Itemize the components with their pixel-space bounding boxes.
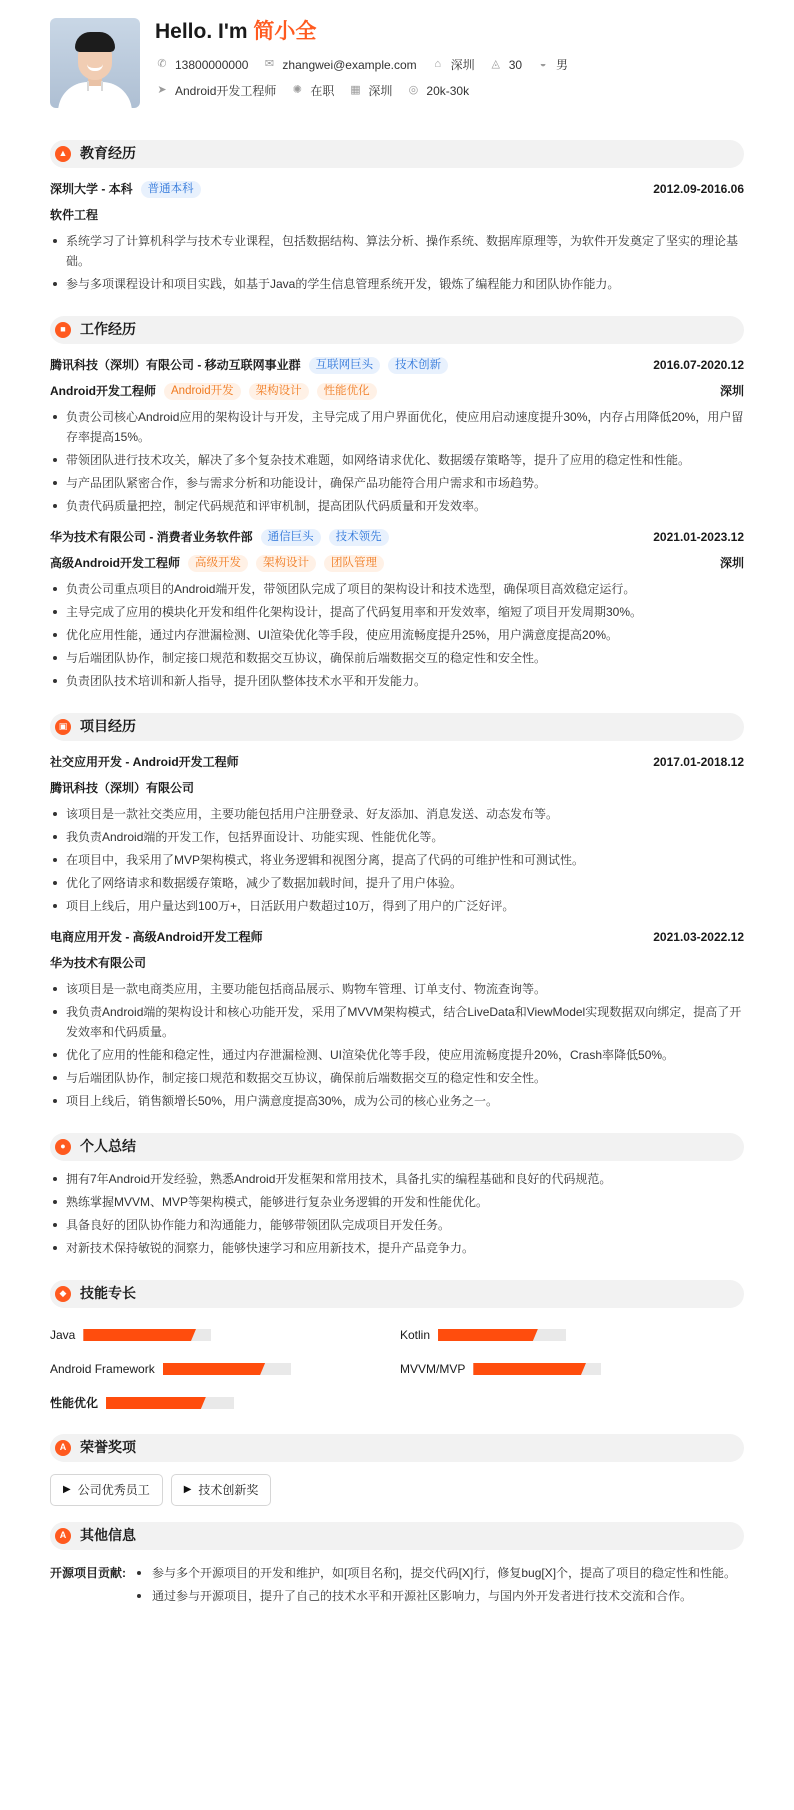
meta-email[interactable]: ✉ zhangwei@example.com	[262, 56, 416, 75]
location-icon: ⌂	[434, 58, 441, 71]
job-city: 深圳	[719, 383, 744, 398]
section-title: 教育经历	[80, 145, 136, 162]
list-item: 我负责Android端的架构设计和核心功能开发，采用了MVVM架构模式，结合LiveData和ViewModel实现数据双向绑定，提高了开发效率和代码质量。	[50, 1002, 744, 1042]
skill-item	[400, 1318, 750, 1352]
list-item: 与产品团队紧密合作，参与需求分析和功能设计，确保产品功能符合用户需求和市场趋势。	[50, 473, 744, 493]
project-name: 社交应用开发 - Android开发工程师	[50, 754, 239, 769]
section-title: 项目经历	[80, 718, 136, 735]
salary-icon: ◎	[408, 84, 419, 97]
job-intent-row	[155, 78, 582, 104]
job-date: 2016.07-2020.12	[653, 357, 744, 372]
awards-list	[50, 1474, 744, 1506]
project-bullets	[50, 979, 744, 1111]
skill-bar	[473, 1363, 601, 1375]
role-tag: Android开发	[164, 383, 241, 400]
resume-header	[50, 18, 744, 118]
play-icon: ▶	[183, 1484, 192, 1496]
skills-grid	[50, 1318, 744, 1420]
project-company: 华为技术有限公司	[50, 955, 147, 970]
send-icon: ➤	[157, 84, 167, 97]
list-item: 带领团队进行技术攻关，解决了多个复杂技术难题，如网络请求优化、数据缓存策略等，提升了应用的稳定性和性能。	[50, 450, 744, 470]
list-item: 负责团队技术培训和新人指导，提升团队整体技术水平和开发能力。	[50, 671, 744, 691]
person-icon: ●	[55, 1139, 71, 1155]
candidate-name: 简小全	[253, 20, 317, 43]
avatar	[50, 18, 140, 108]
list-item: 负责公司核心Android应用的架构设计与开发，主导完成了用户界面优化，使应用启动速度提升30%，内存占用降低20%，用户留存率提高15%。	[50, 407, 744, 447]
project-date: 2017.01-2018.12	[653, 754, 744, 769]
projects-section	[50, 713, 744, 1111]
job-role: 高级Android开发工程师	[50, 555, 180, 570]
company-name: 华为技术有限公司 - 消费者业务软件部	[50, 529, 253, 544]
work-section	[50, 316, 744, 691]
skill-name: Java	[50, 1327, 76, 1342]
info-icon: A	[55, 1528, 71, 1544]
graduation-cap-icon: ▲	[55, 146, 71, 162]
list-item: 我负责Android端的开发工作，包括界面设计、功能实现、性能优化等。	[50, 827, 744, 847]
role-tag: 架构设计	[249, 383, 309, 400]
summary-section	[50, 1133, 744, 1258]
skills-section	[50, 1280, 744, 1420]
list-item: 熟练掌握MVVM、MVP等架构模式，能够进行复杂业务逻辑的开发和性能优化。	[50, 1192, 744, 1212]
role-tag: 性能优化	[317, 383, 377, 400]
list-item: 系统学习了计算机科学与技术专业课程，包括数据结构、算法分析、操作系统、数据库原理等，为软件开发奠定了坚实的理论基础。	[50, 231, 744, 271]
award-label: 技术创新奖	[198, 1482, 259, 1497]
page-title	[155, 18, 582, 48]
section-header	[50, 1280, 744, 1308]
skills-icon: ◆	[55, 1286, 71, 1302]
award-item[interactable]	[171, 1474, 272, 1506]
section-header	[50, 713, 744, 741]
list-item: 优化了网络请求和数据缓存策略，减少了数据加载时间，提升了用户体验。	[50, 873, 744, 893]
list-item: 该项目是一款社交类应用，主要功能包括用户注册登录、好友添加、消息发送、动态发布等。	[50, 804, 744, 824]
job-date: 2021.01-2023.12	[653, 529, 744, 544]
meta-position: ➤ Android开发工程师	[155, 82, 276, 101]
list-item: 负责代码质量把控，制定代码规范和评审机制，提高团队代码质量和开发效率。	[50, 496, 744, 516]
meta-age: ◬ 30	[489, 56, 522, 75]
meta-salary: ◎ 20k-30k	[406, 82, 469, 101]
phone-icon: ✆	[157, 58, 167, 71]
list-item: 优化了应用的性能和稳定性，通过内存泄漏检测、UI渲染优化等手段，使应用流畅度提升20%，Crash率降低50%。	[50, 1045, 744, 1065]
city-icon: ▦	[350, 84, 361, 97]
section-header	[50, 1434, 744, 1462]
company-tag: 通信巨头	[261, 529, 321, 546]
section-header	[50, 316, 744, 344]
other-section	[50, 1522, 744, 1606]
job-role: Android开发工程师	[50, 383, 156, 398]
gender-icon: ◒	[539, 58, 547, 71]
skill-bar-fill	[106, 1397, 206, 1409]
section-title: 其他信息	[80, 1527, 136, 1544]
award-icon: A	[55, 1440, 71, 1456]
skill-bar-fill	[163, 1363, 265, 1375]
list-item: 与后端团队协作，制定接口规范和数据交互协议，确保前后端数据交互的稳定性和安全性。	[50, 648, 744, 668]
age-icon: ◬	[491, 58, 500, 71]
list-item: 项目上线后，用户量达到100万+，日活跃用户数超过10万，得到了用户的广泛好评。	[50, 896, 744, 916]
project-name: 电商应用开发 - 高级Android开发工程师	[50, 929, 263, 944]
list-item: 在项目中，我采用了MVP架构模式，将业务逻辑和视图分离，提高了代码的可维护性和可测试性。	[50, 850, 744, 870]
other-info	[50, 1560, 744, 1606]
section-title: 技能专长	[80, 1285, 136, 1302]
school-name: 深圳大学 - 本科	[50, 181, 133, 196]
role-tag: 团队管理	[324, 555, 384, 572]
skill-item	[50, 1318, 400, 1352]
list-item: 拥有7年Android开发经验，熟悉Android开发框架和常用技术，具备扎实的编程基础和良好的代码规范。	[50, 1169, 744, 1189]
company-tag: 技术领先	[329, 529, 389, 546]
skill-item	[50, 1386, 400, 1420]
project-entry	[50, 924, 744, 1111]
meta-city: ▦ 深圳	[350, 83, 393, 98]
project-icon: ▣	[55, 719, 71, 735]
skill-bar	[438, 1329, 566, 1341]
skill-item	[400, 1352, 750, 1386]
section-title: 荣誉奖项	[80, 1439, 136, 1456]
list-item: 参与多个开源项目的开发和维护，如[项目名称]，提交代码[X]行，修复bug[X]个，提高了项目的稳定性和性能。	[134, 1563, 736, 1583]
header-info	[155, 18, 582, 104]
skill-bar	[163, 1363, 291, 1375]
status-icon: ✺	[292, 84, 302, 97]
list-item: 该项目是一款电商类应用，主要功能包括商品展示、购物车管理、订单支付、物流查询等。	[50, 979, 744, 999]
section-header	[50, 140, 744, 168]
list-item: 通过参与开源项目，提升了自己的技术水平和开源社区影响力，与国内外开发者进行技术交流和合作。	[134, 1586, 736, 1606]
major: 软件工程	[50, 207, 99, 222]
briefcase-icon: ■	[55, 322, 71, 338]
company-tag: 互联网巨头	[309, 357, 381, 374]
job-city: 深圳	[719, 555, 744, 570]
greeting: Hello. I'm	[155, 20, 248, 43]
list-item: 主导完成了应用的模块化开发和组件化架构设计，提高了代码复用率和开发效率，缩短了项目开发周期30%。	[50, 602, 744, 622]
list-item: 负责公司重点项目的Android端开发，带领团队完成了项目的架构设计和技术选型，确保项目高效稳定运行。	[50, 579, 744, 599]
skill-bar-fill	[473, 1363, 586, 1375]
company-tag: 技术创新	[388, 357, 448, 374]
skill-item	[50, 1352, 400, 1386]
job-bullets	[50, 579, 744, 691]
project-company: 腾讯科技（深圳）有限公司	[50, 780, 195, 795]
list-item: 项目上线后，销售额增长50%，用户满意度提高30%，成为公司的核心业务之一。	[50, 1091, 744, 1111]
skill-name: Android Framework	[50, 1361, 155, 1376]
meta-phone: ✆ 13800000000	[155, 56, 248, 75]
summary-bullets	[50, 1169, 744, 1258]
skill-bar-fill	[438, 1329, 538, 1341]
education-date: 2012.09-2016.06	[653, 181, 744, 196]
list-item: 与后端团队协作，制定接口规范和数据交互协议，确保前后端数据交互的稳定性和安全性。	[50, 1068, 744, 1088]
skill-name: 性能优化	[50, 1395, 99, 1410]
list-item: 参与多项课程设计和项目实践，如基于Java的学生信息管理系统开发，锻炼了编程能力和团队协作能力。	[50, 274, 744, 294]
skill-bar-fill	[83, 1329, 196, 1341]
education-section	[50, 140, 744, 294]
project-bullets	[50, 804, 744, 916]
list-item: 具备良好的团队协作能力和沟通能力，能够带领团队完成项目开发任务。	[50, 1215, 744, 1235]
job-entry	[50, 524, 744, 691]
play-icon: ▶	[63, 1484, 71, 1496]
skill-bar	[106, 1397, 234, 1409]
meta-location: ⌂ 深圳	[431, 56, 475, 75]
project-date: 2021.03-2022.12	[653, 929, 744, 944]
meta-status: ✺ 在职	[290, 82, 334, 101]
skill-bar	[83, 1329, 211, 1341]
section-header	[50, 1522, 744, 1550]
list-item: 优化应用性能，通过内存泄漏检测、UI渲染优化等手段，使应用流畅度提升25%，用户满意度提高20%。	[50, 625, 744, 645]
section-title: 工作经历	[80, 321, 136, 338]
section-header	[50, 1133, 744, 1161]
list-item: 对新技术保持敏锐的洞察力，能够快速学习和应用新技术，提升产品竞争力。	[50, 1238, 744, 1258]
education-bullets	[50, 231, 744, 294]
company-name: 腾讯科技（深圳）有限公司 - 移动互联网事业群	[50, 357, 301, 372]
meta-gender: ◒ 男	[536, 56, 568, 75]
job-bullets	[50, 407, 744, 516]
role-tag: 架构设计	[256, 555, 316, 572]
section-title: 个人总结	[80, 1138, 136, 1155]
skill-name: MVVM/MVP	[400, 1361, 466, 1376]
awards-section	[50, 1434, 744, 1506]
other-label: 开源项目贡献:	[50, 1566, 126, 1580]
contact-row	[155, 52, 582, 78]
role-tag: 高级开发	[188, 555, 248, 572]
project-entry	[50, 749, 744, 916]
award-label: 公司优秀员工	[77, 1482, 150, 1497]
degree-tag: 普通本科	[141, 181, 201, 198]
skill-name: Kotlin	[400, 1327, 431, 1342]
job-entry	[50, 352, 744, 516]
award-item[interactable]	[50, 1474, 163, 1506]
mail-icon: ✉	[264, 58, 275, 71]
other-bullets	[134, 1560, 736, 1606]
